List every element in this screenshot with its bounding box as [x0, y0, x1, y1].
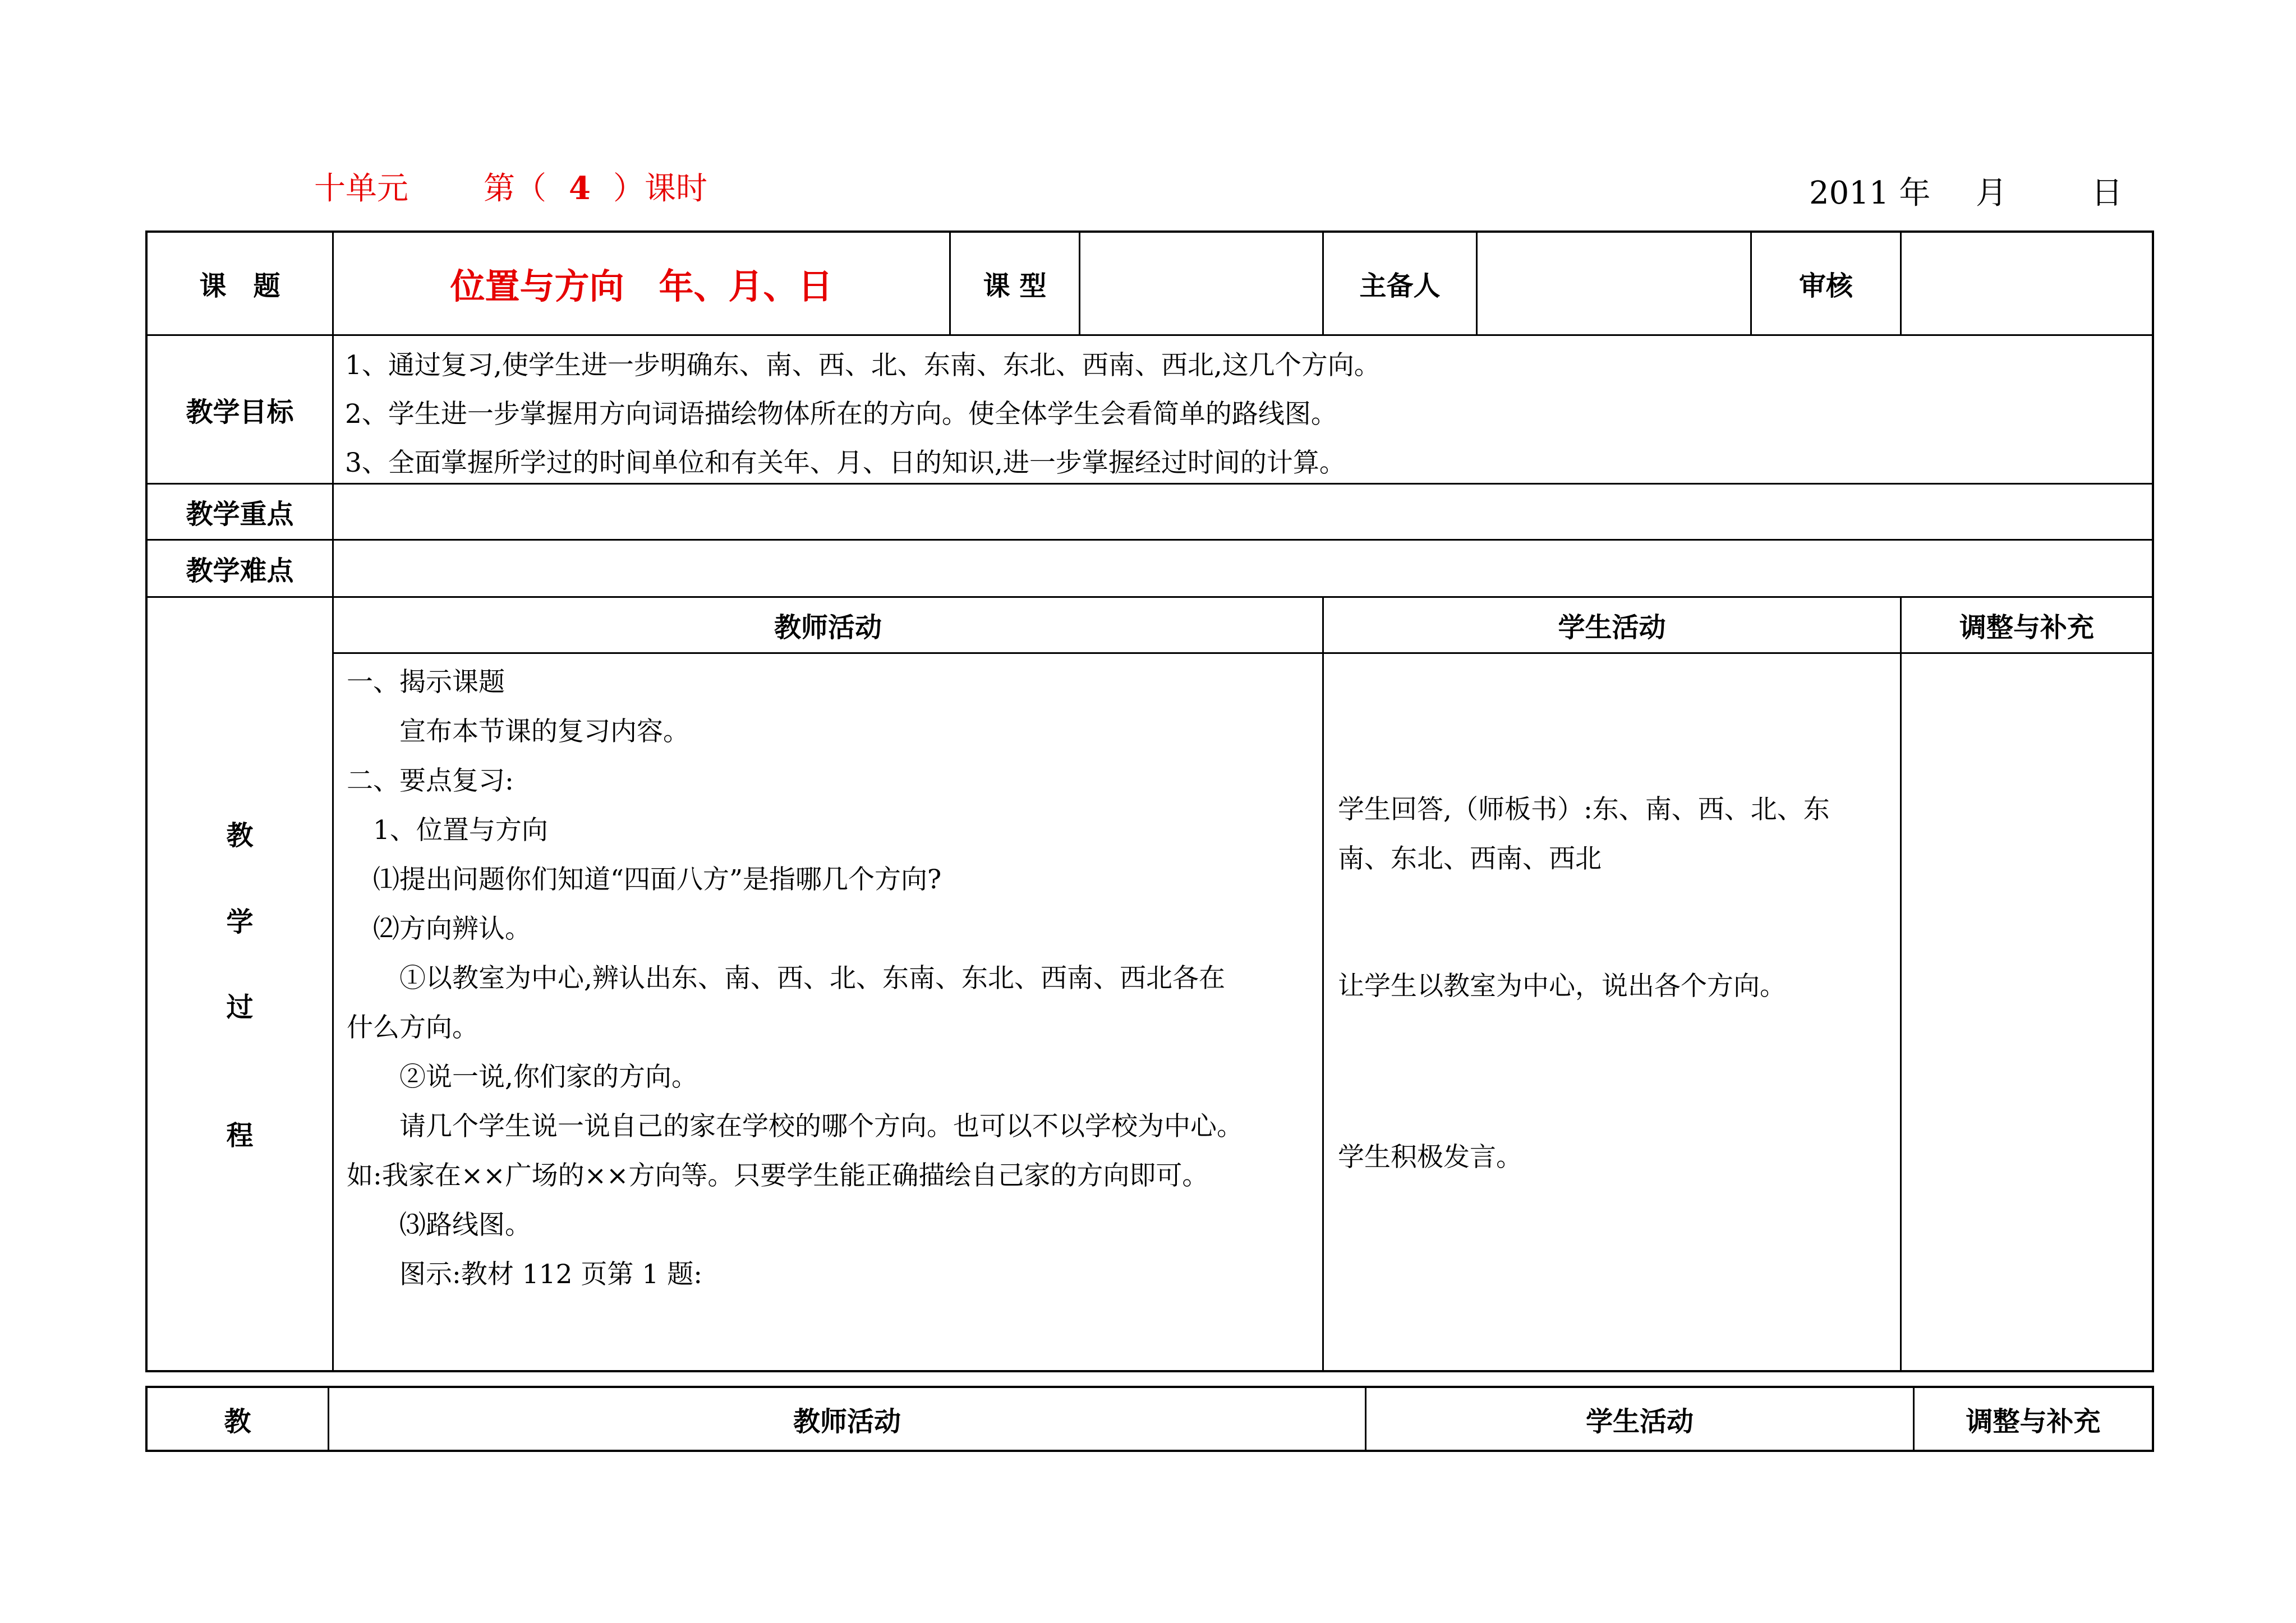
unit-title: 十单元	[314, 170, 408, 207]
lesson-number: 4	[569, 170, 591, 207]
teacher-line: 宣布本节课的复习内容。	[347, 716, 689, 747]
process-label-char: 教	[226, 819, 254, 851]
key-points-label: 教学重点	[186, 499, 294, 530]
student-line: 学生积极发言。	[1338, 1142, 1522, 1173]
student-line: 学生回答,（师板书）:东、南、西、北、东	[1338, 794, 1830, 825]
teacher-line: ②说一说,你们家的方向。	[347, 1062, 698, 1092]
teacher-line: 1、位置与方向	[347, 815, 548, 846]
preparer-label: 主备人	[1359, 270, 1441, 302]
table-border	[146, 1370, 2154, 1372]
table-border	[2152, 230, 2154, 1372]
teacher-line: ⑴提出问题你们知道“四面八方”是指哪几个方向?	[347, 864, 942, 895]
lesson-suffix: ）课时	[613, 170, 707, 207]
process-label-char: 学	[226, 906, 254, 938]
teacher-line: 如:我家在××广场的××方向等。只要学生能正确描绘自己家的方向即可。	[347, 1160, 1209, 1191]
preparer-value	[1478, 233, 1750, 334]
process-label-char: 过	[226, 991, 254, 1023]
type-value	[1080, 233, 1322, 334]
table-border	[146, 334, 2154, 336]
objectives-list	[345, 341, 2140, 481]
key-points-value	[334, 485, 2152, 539]
teacher-activity-header: 教师活动	[774, 612, 882, 643]
adjust-content	[1902, 654, 2152, 1370]
objective-item: 2、学生进一步掌握用方向词语描绘物体所在的方向。使全体学生会看简单的路线图。	[345, 399, 1337, 430]
teacher-line: 一、揭示课题	[347, 667, 505, 698]
date-year: 2011 年	[1809, 175, 1931, 211]
difficulties-label: 教学难点	[186, 555, 294, 587]
table2-student-header: 学生活动	[1585, 1405, 1694, 1437]
objective-item: 3、全面掌握所学过的时间单位和有关年、月、日的知识,进一步掌握经过时间的计算。	[345, 448, 1346, 478]
teacher-line: 什么方向。	[347, 1012, 478, 1043]
table2-adjust-header: 调整与补充	[1966, 1405, 2101, 1437]
objective-item: 1、通过复习,使学生进一步明确东、南、西、北、东南、东北、西南、西北,这几个方向。	[345, 350, 1381, 381]
table2-col1-label: 教	[224, 1405, 251, 1437]
objectives-label: 教学目标	[186, 396, 294, 428]
process-label-char: 程	[226, 1119, 254, 1151]
table-border	[1322, 596, 1324, 1372]
topic-text: 位置与方向 年、月、日	[450, 266, 833, 307]
teacher-line: ①以教室为中心,辨认出东、南、西、北、东南、东北、西南、西北各在	[347, 963, 1225, 994]
student-activity-header: 学生活动	[1558, 612, 1666, 643]
teacher-line: 图示:教材 112 页第 1 题:	[347, 1259, 703, 1290]
topic-value	[334, 233, 949, 334]
table-border	[332, 230, 334, 1372]
difficulties-value	[334, 541, 2152, 596]
date-month: 月	[1976, 175, 2007, 211]
teacher-line: ⑵方向辨认。	[347, 914, 531, 944]
adjust-header: 调整与补充	[1959, 612, 2094, 643]
teacher-line: 二、要点复习:	[347, 766, 514, 796]
topic-label: 课 题	[199, 270, 280, 302]
teacher-line: 请几个学生说一说自己的家在学校的哪个方向。也可以不以学校为中心。	[347, 1111, 1243, 1142]
review-label: 审核	[1798, 270, 1853, 302]
lesson-prefix: 第（	[484, 170, 546, 207]
type-label: 课 型	[983, 270, 1047, 302]
lesson-indicator	[484, 164, 707, 209]
table-border	[146, 1450, 2154, 1452]
table-border	[2152, 1386, 2154, 1452]
table-border	[333, 652, 2154, 654]
table2-teacher-header: 教师活动	[793, 1405, 901, 1437]
student-line: 让学生以教室为中心，说出各个方向。	[1338, 971, 1786, 1002]
teacher-activity-content	[347, 658, 1317, 1364]
review-value	[1902, 233, 2152, 334]
teacher-line: ⑶路线图。	[347, 1210, 531, 1241]
date-day: 日	[2091, 175, 2123, 211]
student-line: 南、东北、西南、西北	[1338, 843, 1602, 874]
